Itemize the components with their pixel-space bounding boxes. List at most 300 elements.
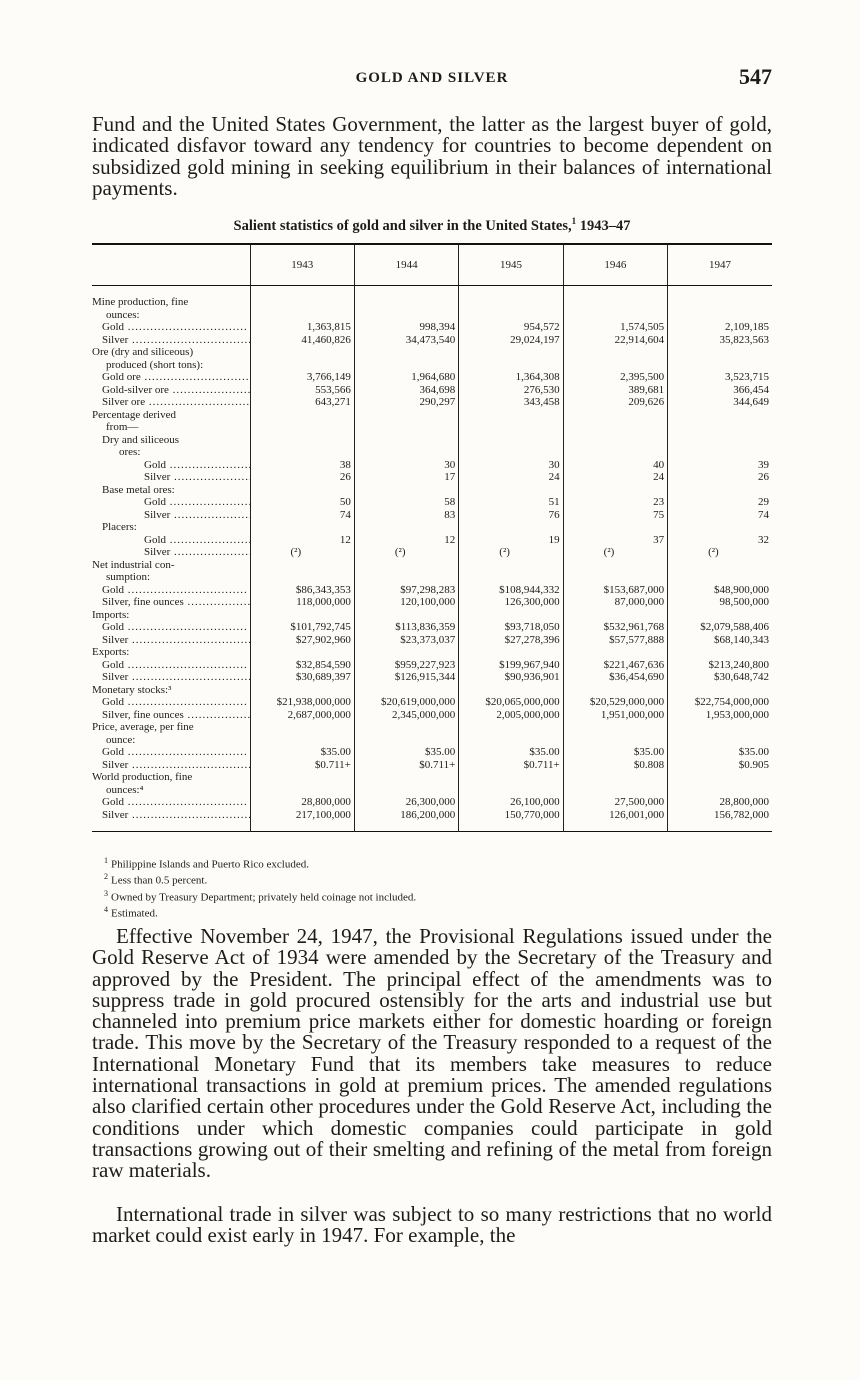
running-head (92, 64, 772, 94)
footnotes (104, 855, 416, 921)
row-label: Mine production, fine (92, 296, 189, 308)
cell-value: $32,854,590 (250, 659, 354, 672)
cell-value (250, 559, 354, 572)
cell-value: 290,297 (354, 396, 458, 409)
cell-value: 30 (459, 459, 563, 472)
cell-value (354, 734, 458, 747)
cell-value: $153,687,000 (563, 584, 667, 597)
cell-value: 186,200,000 (354, 809, 458, 822)
table-row (92, 484, 772, 497)
cell-value: 40 (563, 459, 667, 472)
footnote-mark: 2 (104, 872, 108, 882)
cell-value (668, 559, 772, 572)
cell-value (354, 359, 458, 372)
cell-value (668, 434, 772, 447)
cell-value (250, 721, 354, 734)
row-label: Gold ..... (92, 459, 250, 472)
cell-value: 126,300,000 (459, 596, 563, 609)
cell-value: $959,227,923 (354, 659, 458, 672)
table-row (92, 296, 772, 309)
cell-value (354, 559, 458, 572)
cell-value: $0.808 (563, 759, 667, 772)
cell-value: 35,823,563 (668, 334, 772, 347)
cell-value (250, 359, 354, 372)
footnote-text: Owned by Treasury Department; privately held coinage not included. (111, 891, 417, 904)
cell-value (563, 309, 667, 322)
cell-value (250, 409, 354, 422)
cell-value (250, 609, 354, 622)
cell-value: (²) (668, 546, 772, 559)
cell-value: $68,140,343 (668, 634, 772, 647)
table-row (92, 571, 772, 584)
table-row (92, 796, 772, 809)
row-label: ounce: (106, 733, 136, 746)
cell-value (354, 646, 458, 659)
cell-value: $108,944,332 (459, 584, 563, 597)
row-label: Gold ..... (92, 496, 250, 509)
cell-value (459, 434, 563, 447)
cell-value: $213,240,800 (668, 659, 772, 672)
cell-value: 126,001,000 (563, 809, 667, 822)
cell-value: 998,394 (354, 321, 458, 334)
cell-value: 51 (459, 496, 563, 509)
running-title: GOLD AND SILVER (355, 70, 509, 86)
table-row (92, 546, 772, 559)
row-label: Silver ..... (92, 634, 250, 647)
cell-value: 58 (354, 496, 458, 509)
table-row (92, 734, 772, 747)
cell-value: $20,529,000,000 (563, 696, 667, 709)
cell-value: $0.711+ (459, 759, 563, 772)
cell-value: 3,766,149 (250, 371, 354, 384)
cell-value (668, 721, 772, 734)
cell-value: 120,100,000 (354, 596, 458, 609)
row-label: Silver ..... (92, 759, 250, 772)
cell-value: 209,626 (563, 396, 667, 409)
cell-value (459, 521, 563, 534)
row-label: Gold ..... (92, 621, 250, 634)
cell-value: $113,836,359 (354, 621, 458, 634)
cell-value: $199,967,940 (459, 659, 563, 672)
paragraph-regulations: Effective November 24, 1947, the Provisional Regulations issued under the Gold Reserve Act of 1934 were amended by the Secretary of the Treasury and approved by the President. The principal effect of the amendments was to suppress trade in gold procured ostensibly for the arts and industrial use but channeled into premium price markets either for domestic hoarding or foreign trade. This move by the Secretary of the Treasury responded to a request of the International Monetary Fund that its members take measures to reduce international transactions in gold at premium prices. The amended regulations also clarified certain other procedures under the Gold Reserve Act, including the conditions under which domestic companies could participate in gold transactions growing out of their smelting and refining of the metal from foreign raw materials. (92, 924, 772, 1183)
cell-value: 12 (354, 534, 458, 547)
cell-value: 366,454 (668, 384, 772, 397)
cell-value: 26,300,000 (354, 796, 458, 809)
header-year: 1944 (354, 244, 458, 286)
cell-value (563, 421, 667, 434)
cell-value: 75 (563, 509, 667, 522)
cell-value (563, 571, 667, 584)
row-label: Ore (dry and siliceous) (92, 346, 194, 358)
cell-value (668, 771, 772, 784)
cell-value (668, 734, 772, 747)
row-label: Gold ..... (92, 696, 250, 709)
cell-value: 2,345,000,000 (354, 709, 458, 722)
row-label: ores: (119, 446, 141, 458)
cell-value: 32 (668, 534, 772, 547)
table-row (92, 759, 772, 772)
cell-value (354, 784, 458, 797)
table-row (92, 359, 772, 372)
cell-value (250, 521, 354, 534)
cell-value: 954,572 (459, 321, 563, 334)
row-label: World production, fine (92, 771, 193, 783)
table-title-note: 1 (571, 216, 577, 226)
cell-value (250, 784, 354, 797)
cell-value: 23 (563, 496, 667, 509)
cell-value: 22,914,604 (563, 334, 667, 347)
cell-value: $21,938,000,000 (250, 696, 354, 709)
cell-value: 12 (250, 534, 354, 547)
cell-value (354, 721, 458, 734)
row-label: Gold ..... (92, 746, 250, 759)
cell-value: 24 (563, 471, 667, 484)
row-label: Placers: (102, 521, 137, 533)
cell-value: 74 (250, 509, 354, 522)
cell-value: $36,454,690 (563, 671, 667, 684)
cell-value (668, 684, 772, 697)
row-label: Silver ore ..... (92, 396, 250, 409)
table-title (92, 216, 772, 235)
row-label: Silver ..... (92, 509, 250, 522)
cell-value (250, 446, 354, 459)
cell-value (354, 421, 458, 434)
cell-value (354, 771, 458, 784)
cell-value (563, 484, 667, 497)
cell-value: 37 (563, 534, 667, 547)
cell-value (354, 521, 458, 534)
row-label: Silver, fine ounces ..... (92, 709, 250, 722)
cell-value: 364,698 (354, 384, 458, 397)
cell-value (563, 346, 667, 359)
table-title-text: Salient statistics of gold and silver in the United States, (233, 217, 572, 234)
cell-value (354, 446, 458, 459)
cell-value: (²) (250, 546, 354, 559)
cell-value (459, 359, 563, 372)
cell-value: $86,343,353 (250, 584, 354, 597)
table-row (92, 334, 772, 347)
cell-value (563, 409, 667, 422)
cell-value: 343,458 (459, 396, 563, 409)
cell-value: 3,523,715 (668, 371, 772, 384)
cell-value (668, 484, 772, 497)
table-row (92, 809, 772, 822)
cell-value: 74 (668, 509, 772, 522)
cell-value: 1,574,505 (563, 321, 667, 334)
cell-value: $90,936,901 (459, 671, 563, 684)
cell-value (668, 296, 772, 309)
cell-value: $97,298,283 (354, 584, 458, 597)
cell-value: $35.00 (459, 746, 563, 759)
cell-value (459, 296, 563, 309)
cell-value: 26 (250, 471, 354, 484)
cell-value: $0.905 (668, 759, 772, 772)
cell-value (459, 409, 563, 422)
cell-value: $93,718,050 (459, 621, 563, 634)
cell-value (668, 609, 772, 622)
cell-value (354, 684, 458, 697)
cell-value: $35.00 (563, 746, 667, 759)
footnote (104, 904, 416, 920)
header-year: 1943 (250, 244, 354, 286)
footnote-mark: 4 (104, 905, 108, 915)
header-year: 1945 (459, 244, 563, 286)
cell-value (250, 646, 354, 659)
cell-value: 553,566 (250, 384, 354, 397)
cell-value: $35.00 (668, 746, 772, 759)
cell-value (668, 646, 772, 659)
cell-value: 87,000,000 (563, 596, 667, 609)
row-label: sumption: (106, 571, 151, 583)
cell-value (250, 484, 354, 497)
cell-value (459, 684, 563, 697)
cell-value: 1,953,000,000 (668, 709, 772, 722)
table-row (92, 671, 772, 684)
cell-value (250, 421, 354, 434)
row-label: Gold ore ..... (92, 371, 250, 384)
row-label: Gold ..... (92, 796, 250, 809)
footnote-mark: 3 (104, 888, 108, 898)
footnote-text: Estimated. (111, 908, 158, 921)
table-row (92, 321, 772, 334)
cell-value: 17 (354, 471, 458, 484)
cell-value: 39 (668, 459, 772, 472)
cell-value: 118,000,000 (250, 596, 354, 609)
cell-value (563, 296, 667, 309)
cell-value (563, 771, 667, 784)
cell-value (668, 359, 772, 372)
cell-value (563, 559, 667, 572)
table-row (92, 371, 772, 384)
cell-value (459, 421, 563, 434)
cell-value (668, 784, 772, 797)
row-label: Imports: (92, 608, 130, 621)
cell-value (459, 571, 563, 584)
cell-value (563, 684, 667, 697)
cell-value: $27,278,396 (459, 634, 563, 647)
cell-value: 1,364,308 (459, 371, 563, 384)
cell-value (459, 346, 563, 359)
cell-value: $35.00 (250, 746, 354, 759)
table-row (92, 696, 772, 709)
cell-value (459, 559, 563, 572)
row-label: Net industrial con- (92, 558, 175, 571)
row-label: Percentage derived (92, 408, 176, 421)
table-row (92, 621, 772, 634)
row-label: Gold ..... (92, 584, 250, 597)
cell-value: 2,109,185 (668, 321, 772, 334)
cell-value: $20,619,000,000 (354, 696, 458, 709)
cell-value: 27,500,000 (563, 796, 667, 809)
table-row (92, 446, 772, 459)
table-row (92, 409, 772, 422)
cell-value: 76 (459, 509, 563, 522)
table-row (92, 646, 772, 659)
cell-value: 19 (459, 534, 563, 547)
cell-value (668, 446, 772, 459)
row-label: Monetary stocks:³ (92, 683, 172, 696)
table-title-years: 1943–47 (576, 217, 631, 234)
cell-value: $30,648,742 (668, 671, 772, 684)
header-year: 1947 (668, 244, 772, 286)
header-year: 1946 (563, 244, 667, 286)
cell-value: 24 (459, 471, 563, 484)
cell-value (563, 521, 667, 534)
cell-value (354, 434, 458, 447)
cell-value: 2,005,000,000 (459, 709, 563, 722)
footnote (104, 888, 416, 904)
page-number: 547 (739, 64, 772, 89)
cell-value: 2,687,000,000 (250, 709, 354, 722)
table-row (92, 634, 772, 647)
cell-value: $101,792,745 (250, 621, 354, 634)
cell-value (459, 446, 563, 459)
cell-value: 1,951,000,000 (563, 709, 667, 722)
cell-value (250, 684, 354, 697)
cell-value (668, 521, 772, 534)
cell-value: 41,460,826 (250, 334, 354, 347)
row-label: Silver ..... (92, 546, 250, 559)
cell-value: $57,577,888 (563, 634, 667, 647)
row-label: Silver ..... (92, 671, 250, 684)
cell-value (459, 721, 563, 734)
cell-value: $221,467,636 (563, 659, 667, 672)
cell-value: $2,079,588,406 (668, 621, 772, 634)
cell-value: $35.00 (354, 746, 458, 759)
cell-value (250, 434, 354, 447)
cell-value (668, 346, 772, 359)
cell-value (459, 646, 563, 659)
cell-value: 34,473,540 (354, 334, 458, 347)
cell-value (250, 296, 354, 309)
row-label: Silver ..... (92, 471, 250, 484)
table-row (92, 709, 772, 722)
cell-value (354, 346, 458, 359)
table-row (92, 596, 772, 609)
table-row (92, 346, 772, 359)
table-row (92, 659, 772, 672)
cell-value: 276,530 (459, 384, 563, 397)
cell-value (563, 446, 667, 459)
cell-value (354, 309, 458, 322)
cell-value (354, 609, 458, 622)
cell-value (459, 784, 563, 797)
table-row (92, 534, 772, 547)
cell-value: 389,681 (563, 384, 667, 397)
cell-value (250, 571, 354, 584)
cell-value: 38 (250, 459, 354, 472)
table-row (92, 721, 772, 734)
cell-value: $48,900,000 (668, 584, 772, 597)
row-label: Gold ..... (92, 534, 250, 547)
row-label: Silver ..... (92, 334, 250, 347)
cell-value (668, 421, 772, 434)
table-row (92, 434, 772, 447)
cell-value (459, 771, 563, 784)
table-row (92, 609, 772, 622)
cell-value: 643,271 (250, 396, 354, 409)
cell-value (563, 434, 667, 447)
cell-value: 30 (354, 459, 458, 472)
cell-value (668, 571, 772, 584)
cell-value: $27,902,960 (250, 634, 354, 647)
table-spacer (92, 821, 772, 832)
row-label: Gold ..... (92, 321, 250, 334)
cell-value: $20,065,000,000 (459, 696, 563, 709)
cell-value (563, 784, 667, 797)
row-label: Gold-silver ore ..... (92, 384, 250, 397)
table-row (92, 784, 772, 797)
cell-value: 217,100,000 (250, 809, 354, 822)
paragraph-continued: Fund and the United States Government, the latter as the largest buyer of gold, indicated disfavor toward any tendency for countries to become dependent on subsidized gold mining in seeking equilibrium in their balances of international payments. (92, 112, 772, 200)
cell-value: 156,782,000 (668, 809, 772, 822)
cell-value (250, 734, 354, 747)
cell-value: $23,373,037 (354, 634, 458, 647)
row-label: Dry and siliceous (102, 433, 179, 446)
table-body (92, 286, 772, 832)
cell-value: 98,500,000 (668, 596, 772, 609)
cell-value (563, 609, 667, 622)
cell-value: $532,961,768 (563, 621, 667, 634)
cell-value: 50 (250, 496, 354, 509)
paragraph-silver-trade: International trade in silver was subject to so many restrictions that no world market could exist early in 1947. For example, the (92, 1202, 772, 1248)
header-blank (92, 244, 250, 286)
statistics-table (92, 243, 772, 832)
cell-value (354, 409, 458, 422)
table-row (92, 521, 772, 534)
table-row (92, 496, 772, 509)
table-row (92, 771, 772, 784)
table-row (92, 684, 772, 697)
footnote (104, 855, 416, 871)
cell-value: 26,100,000 (459, 796, 563, 809)
row-label: ounces: (106, 308, 140, 321)
cell-value (354, 484, 458, 497)
row-label: ounces:⁴ (106, 783, 144, 796)
row-label: Gold ..... (92, 659, 250, 672)
cell-value: (²) (459, 546, 563, 559)
cell-value: $0.711+ (250, 759, 354, 772)
cell-value (250, 346, 354, 359)
cell-value (459, 734, 563, 747)
table-row (92, 471, 772, 484)
table-row (92, 459, 772, 472)
cell-value: 83 (354, 509, 458, 522)
cell-value (250, 771, 354, 784)
table-row (92, 396, 772, 409)
row-label: from— (106, 421, 139, 433)
cell-value: $0.711+ (354, 759, 458, 772)
cell-value: (²) (354, 546, 458, 559)
cell-value: 344,649 (668, 396, 772, 409)
row-label: Exports: (92, 646, 130, 658)
row-label: produced (short tons): (106, 358, 204, 371)
table-row (92, 509, 772, 522)
footnote (104, 871, 416, 887)
cell-value: 28,800,000 (250, 796, 354, 809)
table-header-row (92, 244, 772, 286)
table-row (92, 584, 772, 597)
cell-value: 1,363,815 (250, 321, 354, 334)
cell-value: 1,964,680 (354, 371, 458, 384)
cell-value (668, 309, 772, 322)
cell-value (354, 296, 458, 309)
cell-value: $30,689,397 (250, 671, 354, 684)
cell-value (563, 734, 667, 747)
row-label: Base metal ores: (102, 483, 175, 496)
cell-value (459, 609, 563, 622)
cell-value: 150,770,000 (459, 809, 563, 822)
